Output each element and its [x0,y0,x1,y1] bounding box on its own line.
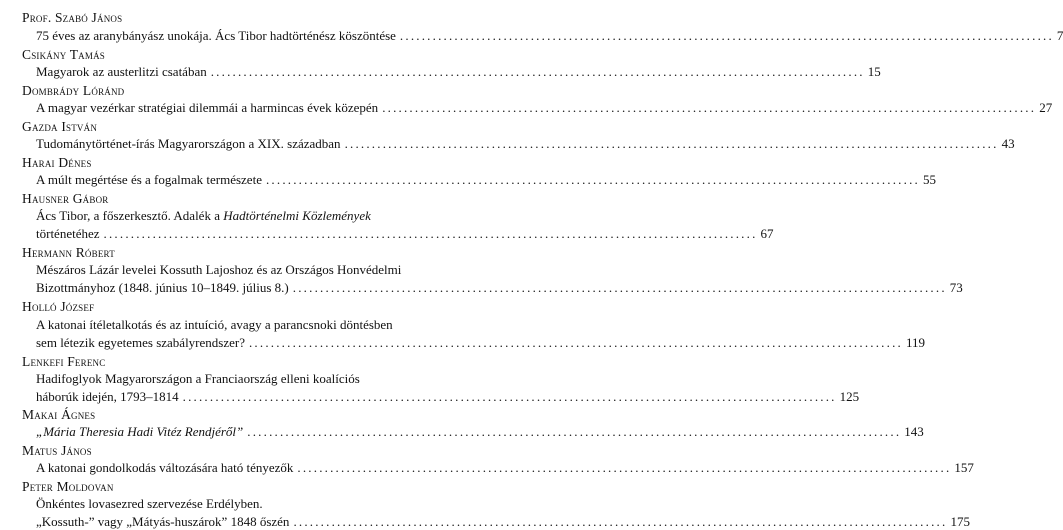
entry-author: Prof. Szabó János [22,10,123,25]
entry-author: Lenkefi Ferenc [22,354,106,369]
page-number: 73 [949,280,963,295]
entry-author: Hausner Gábor [22,191,109,206]
leader-dots: ........................................................................................................................ [210,64,865,79]
page-number: 175 [950,514,970,529]
entry-author: Dombrády Lóránd [22,83,125,98]
entry-title-line [36,389,860,405]
page-number: 27 [1039,100,1053,115]
entry-author: Makai Ágnes [22,407,96,422]
entry-title-line [36,514,970,530]
leader-dots: ........................................................................................................................ [248,335,903,350]
entry-title-line [36,280,963,296]
entry-title: Hadifoglyok Magyarországon a Franciaország elleni koalíciós [36,371,360,386]
entry-title-line [36,317,459,333]
leader-dots: ........................................................................................................................ [399,28,1054,43]
page-number: 125 [839,389,860,404]
leader-dots: ........................................................................................................................ [103,226,758,241]
entry-author: Hermann Róbert [22,245,115,260]
entry-title: „Mária Theresia Hadi Vitéz Rendjéről” [36,424,244,439]
entry-author: Csikány Tamás [22,47,105,62]
entry-title-line [36,262,459,278]
page-number: 119 [905,335,926,350]
entry-title: Bizottmányhoz (1848. június 10–1849. július 8.) [36,280,289,295]
leader-dots: ........................................................................................................................ [292,280,947,295]
entry-title: A magyar vezérkar stratégiai dilemmái a harmincas évek közepén [36,100,379,115]
page-number: 43 [1001,136,1015,151]
entry-title: 75 éves az aranybányász unokája. Ács Tibor hadtörténész köszöntése [36,28,396,43]
leader-dots: ........................................................................................................................ [382,100,1037,115]
entry-title-line [36,226,774,242]
entry-author: Harai Dénes [22,155,92,170]
page-number: 55 [922,172,936,187]
entry-title: háborúk idején, 1793–1814 [36,389,179,404]
page-number: 15 [867,64,881,79]
leader-dots: ........................................................................................................................ [247,424,902,439]
leader-dots: ........................................................................................................................ [182,389,837,404]
entry-title: Ács Tibor, a főszerkesztő. Adalék a Hadtörténelmi Közlemények [36,208,371,223]
entry-title-line [36,424,924,440]
entry-title: sem létezik egyetemes szabályrendszer? [36,335,245,350]
entry-title-line [36,136,1015,152]
page-number: 7 [1056,28,1063,43]
entry-title-line [36,460,974,476]
entry-author: Peter Moldovan [22,479,114,494]
entry-title: A katonai gondolkodás változására ható tényezők [36,460,294,475]
entry-title: A múlt megértése és a fogalmak természete [36,172,262,187]
entry-title-line [36,335,926,351]
entry-title-line [36,496,459,512]
leader-dots: ........................................................................................................................ [265,172,920,187]
entry-author: Holló József [22,299,95,314]
entry-author: Gazda István [22,119,98,134]
leader-dots: ........................................................................................................................ [293,514,948,529]
entry-title: Önkéntes lovasezred szervezése Erdélyben. [36,496,263,511]
entry-title: Mészáros Lázár levelei Kossuth Lajoshoz és az Országos Honvédelmi [36,262,402,277]
entry-title: történetéhez [36,226,100,241]
entry-title: Magyarok az austerlitzi csatában [36,64,207,79]
entry-title-line [36,64,881,80]
entry-title-line [36,100,1053,116]
entry-title-line [36,208,459,224]
entry-title: A katonai ítéletalkotás és az intuíció, avagy a parancsnoki döntésben [36,317,393,332]
entry-author: Matus János [22,443,92,458]
entry-title: „Kossuth-” vagy „Mátyás-huszárok” 1848 őszén [36,514,290,529]
entry-title: Tudománytörténet-írás Magyarországon a XIX. században [36,136,341,151]
page-number: 143 [904,424,924,439]
leader-dots: ........................................................................................................................ [297,460,952,475]
entry-title-line [36,172,936,188]
entry-title-line [36,371,459,387]
page-number: 67 [760,226,774,241]
entry-title-line [36,28,1063,44]
page-number: 157 [954,460,974,475]
leader-dots: ........................................................................................................................ [344,136,999,151]
